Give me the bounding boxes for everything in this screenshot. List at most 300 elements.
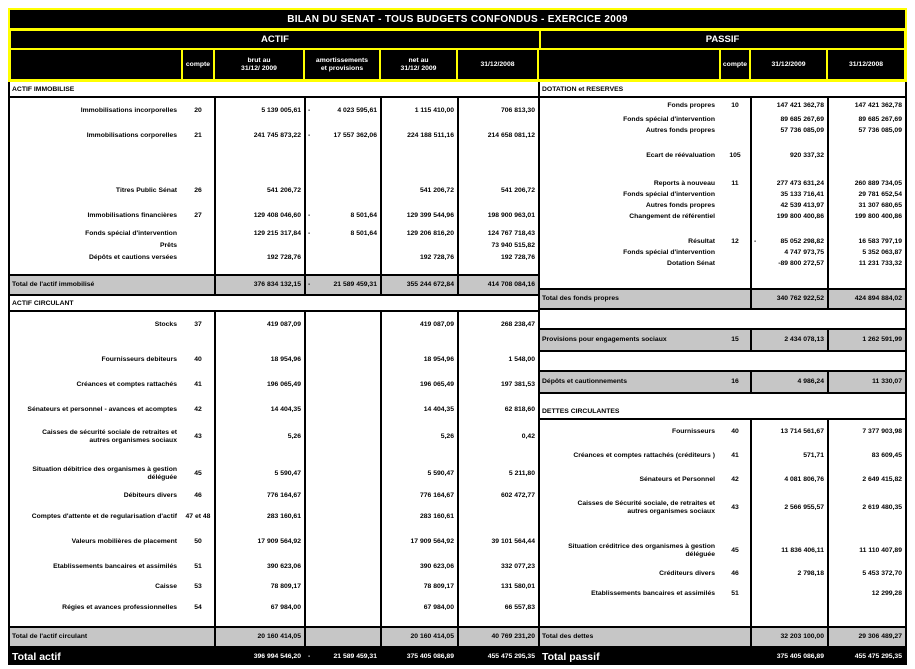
spacer-row: [10, 451, 538, 459]
cell-2008: 197 381,53: [457, 372, 538, 397]
cell-2008: 29 306 489,27: [827, 628, 905, 646]
cell-2009: 2 434 078,13: [750, 330, 827, 350]
cell-compte: [720, 164, 750, 178]
report-header: [8, 8, 907, 82]
cell-compte: 42: [194, 405, 202, 413]
cell-compte: [720, 290, 750, 308]
cell-2009: 571,71: [750, 444, 827, 468]
cell-net: 78 809,17: [380, 579, 457, 595]
cell-compte: 43: [731, 503, 739, 511]
cell-2008: 147 421 362,78: [827, 98, 905, 114]
table-row: [540, 236, 905, 247]
cell-2008: 7 377 903,98: [827, 420, 905, 444]
cell-2008: 73 940 515,82: [457, 240, 538, 252]
cell-compte: [720, 114, 750, 125]
cell-compte: 37: [194, 320, 202, 328]
cell-compte: [182, 228, 214, 240]
cell-amortissements: [304, 397, 380, 422]
cell-brut: 129 408 046,60: [214, 203, 304, 228]
cell-net: 390 623,06: [380, 554, 457, 579]
cell-2008: 89 685 267,69: [827, 114, 905, 125]
cell-compte: [720, 189, 750, 200]
cell-label: Etablissements bancaires et assimilés: [53, 562, 177, 570]
total-row: [540, 626, 905, 646]
cell-amortissements: [304, 595, 380, 620]
cell-label: Etablissements bancaires et assimilés: [591, 590, 715, 597]
cell-amortissements: [304, 264, 380, 274]
cell-compte: 51: [194, 562, 202, 570]
table-row: [10, 648, 538, 665]
table-row: [540, 648, 905, 665]
cell-amortissements: [304, 312, 380, 337]
cell-compte: [720, 606, 750, 626]
cell-label: Régies et avances professionnelles: [62, 603, 177, 611]
cell-amortissements: [304, 628, 380, 646]
cell-2009: [750, 222, 827, 236]
cell-compte: [182, 148, 214, 178]
cell-net: 17 909 564,92: [380, 529, 457, 554]
cell-net: 5,26: [380, 422, 457, 451]
cell-compte: 46: [731, 570, 739, 577]
cell-net: 375 405 086,89: [380, 648, 457, 665]
report-title: BILAN DU SENAT - TOUS BUDGETS CONFONDUS - EXERCICE 2009: [10, 10, 905, 30]
cell-compte: 16: [731, 378, 739, 385]
cell-label: Créances et comptes rattachés: [76, 380, 177, 388]
cell-2008: 5 211,80: [457, 459, 538, 488]
cell-compte: [182, 264, 214, 274]
cell-label: Caisses de Sécurité sociale, de retraites et autres organismes sociaux: [577, 499, 715, 515]
total-row: [10, 626, 538, 646]
table-row: [540, 114, 905, 125]
table-row: [540, 200, 905, 211]
cell-amortissements: [304, 554, 380, 579]
table-depots-cautionnements: [540, 370, 905, 394]
cell-brut: 541 206,72: [214, 178, 304, 203]
table-row: [540, 178, 905, 189]
cell-2008: [457, 451, 538, 459]
cell-2009: 277 473 631,24: [750, 178, 827, 189]
cell-brut: 78 809,17: [214, 579, 304, 595]
cell-brut: 390 623,06: [214, 554, 304, 579]
cell-2008: [827, 606, 905, 626]
cell-compte: 54: [194, 603, 202, 611]
cell-compte: [720, 628, 750, 646]
table-row: [10, 123, 538, 148]
total-row: [10, 274, 538, 294]
cell-label: [540, 269, 720, 288]
cell-compte: [182, 252, 214, 264]
cell-label: Résultat: [688, 237, 715, 245]
cell-2008: 62 818,60: [457, 397, 538, 422]
cell-brut: 18 954,96: [214, 347, 304, 372]
cell-2008: 57 736 085,09: [827, 125, 905, 136]
cell-brut: 396 994 546,20: [214, 648, 304, 665]
cell-2009: [750, 164, 827, 178]
cell-brut: 14 404,35: [214, 397, 304, 422]
passif-side: [540, 82, 907, 665]
cell-label: Autres fonds propres: [645, 126, 715, 134]
cell-label: [540, 523, 720, 535]
cell-2009: 375 405 086,89: [750, 648, 827, 665]
cell-compte: [182, 240, 214, 252]
spacer-row: [540, 269, 905, 288]
table-actif-immobilise: [10, 96, 538, 296]
cell-amortissements: [304, 337, 380, 347]
cell-2009: 340 762 922,52: [750, 290, 827, 308]
cell-net: 192 728,76: [380, 252, 457, 264]
cell-label: Provisions pour engagements sociaux: [542, 336, 667, 343]
table-row: [10, 240, 538, 252]
cell-2008: 332 077,23: [457, 554, 538, 579]
table-dettes-circulantes: [540, 418, 905, 648]
cell-compte: [182, 451, 214, 459]
cell-compte: [720, 222, 750, 236]
cell-2009: 4 747 973,75: [750, 247, 827, 258]
table-row: [540, 189, 905, 200]
cell-amortissements: - 17 557 362,06: [304, 123, 380, 148]
passif-col-header-compte: compte: [720, 49, 750, 80]
table-row: [10, 397, 538, 422]
cell-2008: 1 548,00: [457, 347, 538, 372]
cell-2008: 541 206,72: [457, 178, 538, 203]
section-title-actif-immobilise: ACTIF IMMOBILISE: [12, 85, 75, 93]
actif-label-header-blank: [10, 49, 182, 80]
cell-amortissements: [304, 178, 380, 203]
cell-amortissements: [304, 252, 380, 264]
cell-2008: [827, 523, 905, 535]
section-title-dotation-reserves: DOTATION et RESERVES: [542, 85, 624, 93]
cell-2008: 1 262 591,99: [827, 330, 905, 350]
cell-brut: 376 834 132,15: [214, 276, 304, 294]
cell-2009: [750, 269, 827, 288]
spacer: [540, 352, 905, 370]
cell-net: 776 164,67: [380, 488, 457, 504]
cell-2009: 4 081 806,76: [750, 468, 827, 492]
cell-2008: [827, 148, 905, 164]
table-row: [540, 211, 905, 222]
cell-label: Changement de référentiel: [629, 212, 715, 220]
cell-compte: 40: [731, 428, 739, 435]
table-row: [540, 492, 905, 523]
table-row: [10, 372, 538, 397]
cell-label: Dépôts et cautionnements: [542, 378, 627, 385]
cell-label: Total de l'actif immobilisé: [12, 281, 95, 288]
cell-net: 129 399 544,96: [380, 203, 457, 228]
cell-2008: 11 231 733,32: [827, 258, 905, 269]
cell-net: [380, 148, 457, 178]
cell-2008: [457, 264, 538, 274]
cell-label: Créances et comptes rattachés (créditeurs ): [573, 452, 715, 459]
cell-compte: [720, 136, 750, 148]
cell-2008: 455 475 295,35: [457, 648, 538, 665]
cell-brut: 776 164,67: [214, 488, 304, 504]
table-row: [10, 504, 538, 529]
cell-2008: 424 894 884,02: [827, 290, 905, 308]
cell-compte: 43: [194, 432, 202, 440]
cell-amortissements: - 4 023 595,61: [304, 98, 380, 123]
cell-2009: 35 133 716,41: [750, 189, 827, 200]
cell-label: Stocks: [154, 320, 177, 328]
cell-label: [10, 148, 182, 178]
cell-amortissements: [304, 529, 380, 554]
cell-compte: 21: [194, 131, 202, 139]
section-title-actif-circulant: ACTIF CIRCULANT: [12, 299, 74, 307]
cell-net: 5 590,47: [380, 459, 457, 488]
cell-amortissements: - 8 501,64: [304, 203, 380, 228]
cell-compte: 53: [194, 583, 202, 590]
cell-2008: 455 475 295,35: [827, 648, 905, 665]
cell-label: [10, 337, 182, 347]
cell-label: [540, 136, 720, 148]
cell-2009: 199 800 400,86: [750, 211, 827, 222]
cell-label: Immobilisations financières: [87, 211, 177, 219]
cell-label: Fournisseurs: [671, 428, 715, 435]
cell-compte: 15: [731, 336, 739, 343]
table-row: [10, 312, 538, 337]
cell-2009: -89 800 272,57: [750, 258, 827, 269]
column-headers-row: [10, 49, 905, 80]
cell-label: Fonds spécial d'intervention: [623, 115, 715, 123]
cell-label: Immobilisations incorporelles: [80, 106, 177, 114]
cell-compte: [720, 523, 750, 535]
cell-2009: 2 798,18: [750, 566, 827, 582]
cell-compte: 42: [731, 476, 739, 483]
cell-2009: [750, 582, 827, 606]
cell-label: Dépôts et cautions versées: [88, 254, 177, 261]
cell-label: Débiteurs divers: [123, 492, 177, 499]
cell-2008: 40 769 231,20: [457, 628, 538, 646]
cell-compte: [720, 269, 750, 288]
cell-label: Sénateurs et personnel - avances et acomptes: [27, 405, 177, 413]
cell-compte: 12: [731, 237, 739, 245]
table-row: [540, 468, 905, 492]
cell-2008: [457, 337, 538, 347]
cell-label: Valeurs mobilières de placement: [71, 537, 177, 545]
cell-net: 283 160,61: [380, 504, 457, 529]
table-row: [10, 459, 538, 488]
cell-net: [380, 337, 457, 347]
cell-brut: [214, 451, 304, 459]
cell-2008: 11 330,07: [827, 372, 905, 392]
spacer-row: [10, 148, 538, 178]
cell-2008: 11 110 407,89: [827, 535, 905, 566]
spacer-row: [10, 337, 538, 347]
cell-2009: 4 986,24: [750, 372, 827, 392]
cell-amortissements: - 21 589 459,31: [304, 276, 380, 294]
table-row: [10, 579, 538, 595]
cell-label: Situation débitrice des organismes à gestion déléguée: [32, 465, 177, 481]
cell-amortissements: [304, 451, 380, 459]
cell-label: [10, 264, 182, 274]
cell-compte: 51: [731, 590, 739, 597]
cell-2008: 83 609,45: [827, 444, 905, 468]
table-row: [10, 228, 538, 240]
cell-amortissements: - 21 589 459,31: [304, 648, 380, 665]
cell-compte: 105: [729, 152, 741, 159]
cell-compte: [720, 247, 750, 258]
cell-net: 541 206,72: [380, 178, 457, 203]
cell-compte: 27: [194, 211, 202, 219]
table-row: [10, 595, 538, 620]
cell-2009: [750, 523, 827, 535]
cell-net: 355 244 672,84: [380, 276, 457, 294]
cell-amortissements: [304, 459, 380, 488]
cell-2008: [827, 222, 905, 236]
table-row: [540, 582, 905, 606]
cell-label: Titres Public Sénat: [115, 186, 177, 194]
cell-amortissements: [304, 148, 380, 178]
cell-label: Comptes d'attente et de regularisation d'actif: [31, 512, 177, 520]
cell-label: Sénateurs et Personnel: [639, 476, 715, 483]
cell-net: 419 087,09: [380, 312, 457, 337]
actif-col-header-amortissements: amortissements et provisions: [304, 49, 380, 80]
table-row: [540, 125, 905, 136]
cell-net: 129 206 816,20: [380, 228, 457, 240]
cell-compte: 45: [731, 546, 739, 554]
cell-label: Immobilisations corporelles: [86, 131, 177, 139]
cell-2009: 11 836 406,11: [750, 535, 827, 566]
cell-compte: 40: [194, 355, 202, 363]
table-row: [10, 529, 538, 554]
cell-label: Fonds propres: [667, 102, 715, 109]
cell-brut: 5 139 005,61: [214, 98, 304, 123]
cell-compte: 41: [194, 380, 202, 388]
cell-brut: 283 160,61: [214, 504, 304, 529]
cell-brut: [214, 337, 304, 347]
cell-net: 18 954,96: [380, 347, 457, 372]
band-row: [10, 30, 905, 49]
cell-2008: 414 708 084,16: [457, 276, 538, 294]
cell-net: [380, 451, 457, 459]
table-row: [540, 420, 905, 444]
cell-amortissements: [304, 347, 380, 372]
cell-net: 1 115 410,00: [380, 98, 457, 123]
cell-compte: 50: [194, 537, 202, 545]
spacer-row: [10, 264, 538, 274]
cell-compte: 10: [731, 102, 739, 109]
total-passif-bar: [540, 648, 905, 665]
cell-label: Total des dettes: [542, 633, 594, 640]
spacer-row: [540, 136, 905, 148]
table-row: [540, 258, 905, 269]
table-row: [10, 488, 538, 504]
cell-2008: 706 813,30: [457, 98, 538, 123]
cell-label: Total des fonds propres: [542, 295, 619, 302]
cell-2008: 66 557,83: [457, 595, 538, 620]
table-row: [10, 554, 538, 579]
spacer-row: [540, 164, 905, 178]
spacer: [540, 394, 905, 404]
cell-label: [540, 606, 720, 626]
cell-net: 196 065,49: [380, 372, 457, 397]
cell-label: Total passif: [542, 650, 600, 663]
cell-compte: [720, 200, 750, 211]
cell-brut: [214, 264, 304, 274]
actif-col-header-net: net au 31/12/ 2009: [380, 49, 457, 80]
cell-label: Caisses de sécurité sociale de retraites et autres organismes sociaux: [42, 428, 177, 444]
cell-2008: 198 900 963,01: [457, 203, 538, 228]
cell-brut: 17 909 564,92: [214, 529, 304, 554]
table-dotation-reserves: [540, 96, 905, 310]
cell-2008: 214 658 081,12: [457, 123, 538, 148]
cell-2009: [750, 136, 827, 148]
cell-net: 14 404,35: [380, 397, 457, 422]
cell-brut: 67 984,00: [214, 595, 304, 620]
cell-2009: 32 203 100,00: [750, 628, 827, 646]
total-row: [540, 330, 905, 350]
cell-2008: 29 781 652,54: [827, 189, 905, 200]
table-row: [10, 178, 538, 203]
spacer-row: [540, 523, 905, 535]
cell-amortissements: [304, 240, 380, 252]
passif-col-header-2009: 31/12/2009: [750, 49, 827, 80]
spacer: [540, 310, 905, 328]
cell-2008: [457, 148, 538, 178]
table-provisions: [540, 328, 905, 352]
cell-compte: 26: [194, 186, 202, 194]
cell-2008: 31 307 680,65: [827, 200, 905, 211]
cell-compte: [720, 125, 750, 136]
cell-label: Fonds spécial d'intervention: [623, 190, 715, 198]
cell-compte: [720, 211, 750, 222]
cell-label: [540, 222, 720, 236]
cell-label: [10, 451, 182, 459]
cell-label: Situation créditrice des organismes à gestion déléguée: [568, 542, 715, 558]
cell-label: Caisse: [155, 583, 177, 590]
cell-label: Fournisseurs debiteurs: [101, 355, 177, 363]
sheet-body: [8, 82, 907, 665]
cell-2008: 5 453 372,70: [827, 566, 905, 582]
cell-net: 20 160 414,05: [380, 628, 457, 646]
cell-label: Total de l'actif circulant: [12, 633, 88, 640]
cell-net: 224 188 511,16: [380, 123, 457, 148]
actif-side: [8, 82, 540, 665]
cell-label: Prêts: [159, 242, 177, 249]
table-row: [540, 247, 905, 258]
table-row: [540, 535, 905, 566]
cell-label: Créditeurs divers: [659, 570, 715, 577]
cell-2009: 57 736 085,09: [750, 125, 827, 136]
cell-compte: 45: [194, 469, 202, 477]
cell-2009: 42 539 413,97: [750, 200, 827, 211]
cell-2009: - 85 052 298,82: [750, 236, 827, 247]
cell-2008: [827, 269, 905, 288]
cell-net: [380, 264, 457, 274]
spacer-row: [540, 606, 905, 626]
table-row: [10, 252, 538, 264]
cell-label: Autres fonds propres: [645, 201, 715, 209]
cell-amortissements: [304, 372, 380, 397]
actif-col-header-compte: compte: [182, 49, 214, 80]
total-row: [540, 288, 905, 308]
table-row: [10, 347, 538, 372]
cell-2008: 2 619 480,35: [827, 492, 905, 523]
cell-brut: 20 160 414,05: [214, 628, 304, 646]
cell-compte: [182, 628, 214, 646]
cell-2009: 920 337,32: [750, 148, 827, 164]
cell-2008: 2 649 415,82: [827, 468, 905, 492]
cell-2008: 260 889 734,05: [827, 178, 905, 189]
cell-compte: [720, 258, 750, 269]
cell-amortissements: [304, 504, 380, 529]
total-actif-bar: [10, 648, 538, 665]
table-row: [540, 98, 905, 114]
cell-2008: 39 101 564,44: [457, 529, 538, 554]
cell-2009: [750, 606, 827, 626]
section-title-dettes-circulantes: DETTES CIRCULANTES: [542, 407, 620, 415]
passif-label-header-blank: [538, 49, 720, 80]
cell-label: Ecart de réévaluation: [646, 152, 715, 159]
